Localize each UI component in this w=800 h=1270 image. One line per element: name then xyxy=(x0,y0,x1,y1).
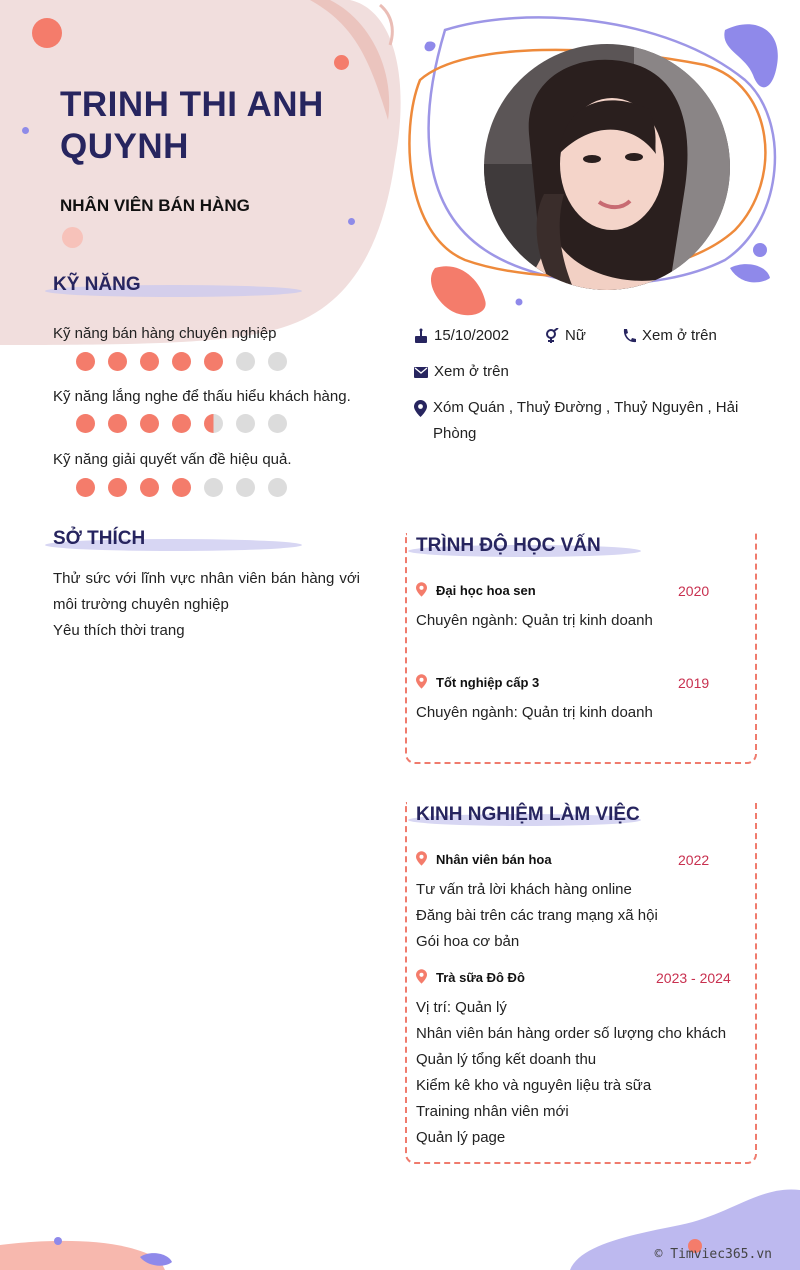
phone-text: Xem ở trên xyxy=(642,327,717,344)
experience-year: 2022 xyxy=(678,852,710,868)
experience-line: Đăng bài trên các trang mạng xã hội xyxy=(416,907,658,924)
skill-rating xyxy=(76,478,287,497)
cake-icon xyxy=(414,328,428,344)
rating-dot xyxy=(204,478,223,497)
decor-dot xyxy=(348,218,355,225)
rating-dot xyxy=(76,352,95,371)
experience-line: Nhân viên bán hàng order số lượng cho khách xyxy=(416,1025,727,1042)
portrait-photo xyxy=(484,44,730,290)
education-detail: Chuyên ngành: Quản trị kinh doanh xyxy=(416,704,653,721)
experience-line: Vị trí: Quản lý xyxy=(416,999,507,1016)
rating-dot xyxy=(268,478,287,497)
rating-dot xyxy=(140,478,159,497)
email-info xyxy=(414,359,509,385)
rating-dot xyxy=(108,478,127,497)
rating-dot xyxy=(204,352,223,371)
rating-dot xyxy=(268,352,287,371)
candidate-name: TRINH THI ANH QUYNH xyxy=(60,85,324,166)
address-info xyxy=(414,395,754,447)
hobbies-title: SỞ THÍCH xyxy=(53,528,146,549)
location-pin-icon xyxy=(416,674,427,689)
education-title: TRÌNH ĐỘ HỌC VẤN xyxy=(416,535,601,556)
education-school: Đại học hoa sen xyxy=(436,583,536,598)
mail-icon xyxy=(414,367,428,378)
location-pin-icon xyxy=(416,582,427,597)
experience-role: Nhân viên bán hoa xyxy=(436,852,552,867)
header-blob xyxy=(0,0,420,350)
experience-line: Gói hoa cơ bản xyxy=(416,933,520,950)
rating-dot xyxy=(140,414,159,433)
education-box xyxy=(405,533,757,764)
rating-dot xyxy=(76,414,95,433)
hobby-line: Yêu thích thời trang xyxy=(53,622,185,639)
hobby-line: Thử sức với lĩnh vực nhân viên bán hàng với môi trường chuyên nghiệp xyxy=(53,570,360,613)
decor-circle xyxy=(334,55,349,70)
birthday-text: 15/10/2002 xyxy=(434,327,510,344)
phone-info xyxy=(622,323,717,349)
decor-circle xyxy=(62,227,83,248)
rating-dot xyxy=(236,352,255,371)
education-year: 2020 xyxy=(678,583,710,599)
experience-line: Tư vấn trả lời khách hàng online xyxy=(416,881,632,898)
gender-info xyxy=(545,323,586,349)
rating-dot xyxy=(172,414,191,433)
rating-dot xyxy=(172,352,191,371)
experience-role: Trà sữa Đô Đô xyxy=(436,970,525,985)
address-text: Xóm Quán , Thuỷ Đường , Thuỷ Nguyên , Hải Phòng xyxy=(433,399,739,442)
education-detail: Chuyên ngành: Quản trị kinh doanh xyxy=(416,612,653,629)
location-pin-icon xyxy=(416,969,427,984)
rating-dot xyxy=(140,352,159,371)
skill-name: Kỹ năng giải quyết vấn đề hiệu quả. xyxy=(53,451,292,468)
job-position: NHÂN VIÊN BÁN HÀNG xyxy=(60,196,250,215)
rating-dot xyxy=(108,414,127,433)
rating-dot xyxy=(108,352,127,371)
copyright-text: © Timviec365.vn xyxy=(654,1247,772,1262)
rating-dot xyxy=(172,478,191,497)
decor-dot xyxy=(22,127,29,134)
experience-line: Kiểm kê kho và nguyên liệu trà sữa xyxy=(416,1077,652,1094)
footer-blob-left xyxy=(0,1215,200,1270)
birthday-info xyxy=(414,323,509,349)
experience-line: Quản lý page xyxy=(416,1129,506,1146)
gender-text: Nữ xyxy=(565,327,586,344)
rating-dot xyxy=(236,414,255,433)
rating-dot xyxy=(204,414,223,433)
rating-dot xyxy=(236,478,255,497)
experience-title: KINH NGHIỆM LÀM VIỆC xyxy=(416,804,640,825)
decor-circle xyxy=(32,18,62,48)
skill-rating xyxy=(76,414,287,433)
gender-icon xyxy=(545,328,559,344)
hobbies-text xyxy=(53,566,360,644)
location-pin-icon xyxy=(416,851,427,866)
experience-line: Quản lý tổng kết doanh thu xyxy=(416,1051,597,1068)
experience-year: 2023 - 2024 xyxy=(656,970,731,986)
email-text: Xem ở trên xyxy=(434,363,509,380)
skill-name: Kỹ năng lắng nghe để thấu hiểu khách hàng. xyxy=(53,388,351,405)
location-icon xyxy=(414,400,427,417)
experience-line: Training nhân viên mới xyxy=(416,1103,569,1120)
skill-name: Kỹ năng bán hàng chuyên nghiệp xyxy=(53,325,277,342)
phone-icon xyxy=(622,328,636,343)
skill-rating xyxy=(76,352,287,371)
education-school: Tốt nghiệp cấp 3 xyxy=(436,675,540,690)
rating-dot xyxy=(268,414,287,433)
skills-title: KỸ NĂNG xyxy=(53,274,141,295)
rating-dot xyxy=(76,478,95,497)
education-year: 2019 xyxy=(678,675,710,691)
